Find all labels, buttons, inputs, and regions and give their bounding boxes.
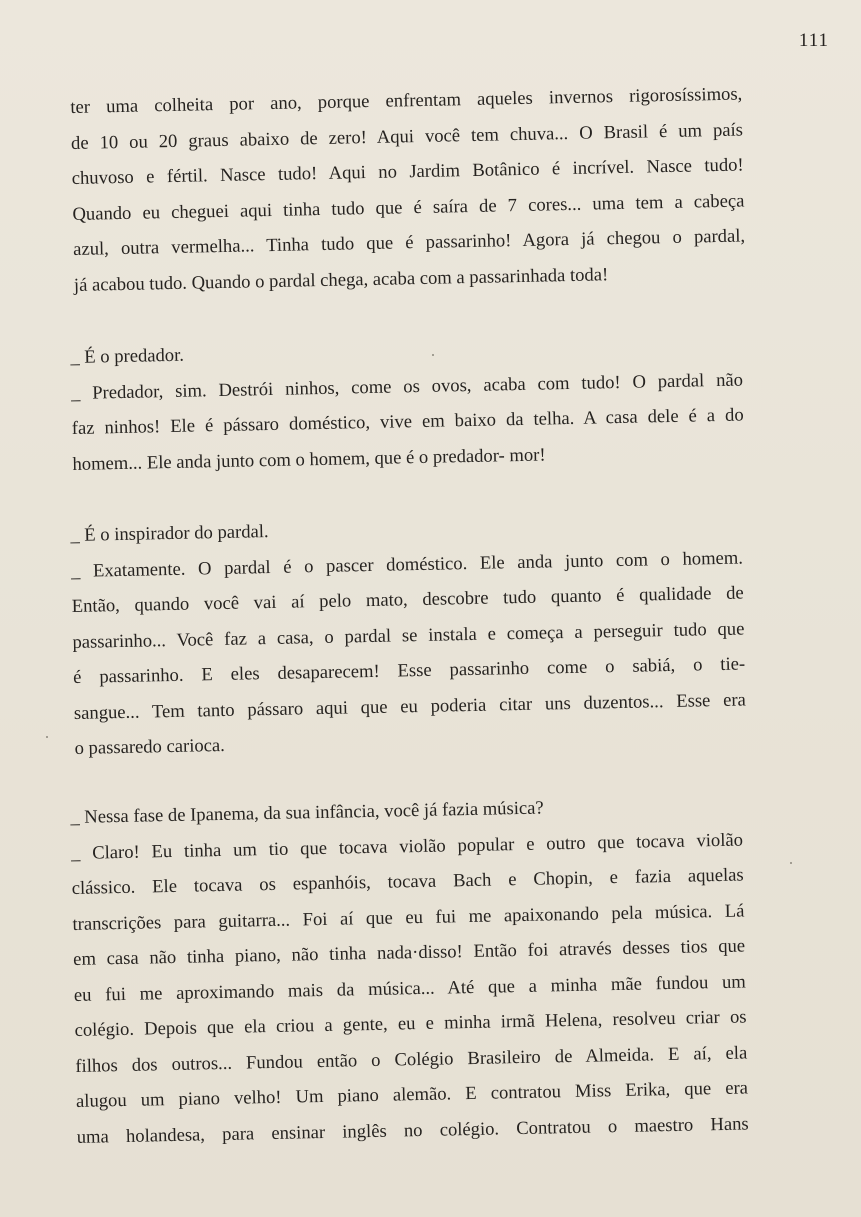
text-line: em casa não tinha piano, não tinha nada·disso! Então foi através desses tios que	[72, 935, 746, 970]
text-line: uma holandesa, para ensinar inglês no colégio. Contratou o maestro Hans	[76, 1112, 749, 1148]
text-line: é passarinho. E eles desaparecem! Esse passarinho come o sabiá, o tie-	[72, 653, 746, 688]
scan-speck	[46, 736, 48, 738]
text-line: Então, quando você vai aí pelo mato, descobre tudo quanto é qualidade de	[71, 582, 744, 617]
scan-speck	[432, 354, 434, 356]
paragraph-2	[70, 327, 745, 482]
text-line: passarinho... Você faz a casa, o pardal se instala e começa a perseguir tudo que	[72, 617, 745, 653]
paragraph-4	[70, 787, 749, 1155]
paragraph-1	[70, 77, 746, 303]
text-line: filhos dos outros... Fundou então o Colégio Brasileiro de Almeida. E aí, ela	[75, 1041, 748, 1077]
dialogue-line: _ Claro! Eu tinha um tio que tocava violão popular e outro que tocava violão	[70, 829, 744, 864]
paragraph-3	[70, 505, 747, 767]
text-line: de 10 ou 20 graus abaixo de zero! Aqui você tem chuva... O Brasil é um país	[70, 119, 744, 154]
text-line: homem... Ele anda junto com o homem, que é o predador- mor!	[72, 443, 546, 475]
dialogue-line: _ Predador, sim. Destrói ninhos, come os ovos, acaba com tudo! O pardal não	[70, 369, 744, 404]
text-line: faz ninhos! Ele é pássaro doméstico, vive em baixo da telha. A casa dele é a do	[71, 404, 744, 439]
dialogue-line: _ É o predador.	[70, 344, 185, 368]
text-line: ter uma colheita por ano, porque enfrentam aqueles invernos rigorosíssimos,	[70, 83, 743, 118]
text-line: o passaredo carioca.	[74, 734, 226, 759]
text-line: colégio. Depois que ela criou a gente, eu e minha irmã Helena, resolveu criar os	[74, 1006, 747, 1041]
text-line: clássico. Ele tocava os espanhóis, tocava Bach e Chopin, e fazia aquelas	[71, 864, 744, 899]
page-number: 111	[798, 30, 829, 51]
text-line: Quando eu cheguei aqui tinha tudo que é saíra de 7 cores... uma tem a cabeça	[72, 189, 745, 225]
text-line: eu fui me aproximando mais da música... Até que a minha mãe fundou um	[73, 970, 746, 1006]
text-line: chuvoso e fértil. Nasce tudo! Aqui no Jardim Botânico é incrível. Nasce tudo!	[71, 154, 744, 189]
text-line: já acabou tudo. Quando o pardal chega, acaba com a passarinhada toda!	[73, 263, 609, 296]
dialogue-line: _ É o inspirador do pardal.	[70, 521, 269, 546]
text-line: sangue... Tem tanto pássaro aqui que eu poderia citar uns duzentos... Esse era	[73, 688, 746, 724]
text-line: azul, outra vermelha... Tinha tudo que é passarinho! Agora já chegou o pardal,	[72, 225, 746, 260]
dialogue-line: _ Exatamente. O pardal é o pascer doméstico. Ele anda junto com o homem.	[70, 547, 744, 582]
dialogue-line: _ Nessa fase de Ipanema, da sua infância, você já fazia música?	[70, 797, 544, 828]
text-line: transcrições para guitarra... Foi aí que eu fui me apaixonando pela música. Lá	[72, 899, 745, 935]
text-line: alugou um piano velho! Um piano alemão. E contratou Miss Erika, que era	[75, 1077, 749, 1112]
scan-speck	[790, 862, 792, 864]
